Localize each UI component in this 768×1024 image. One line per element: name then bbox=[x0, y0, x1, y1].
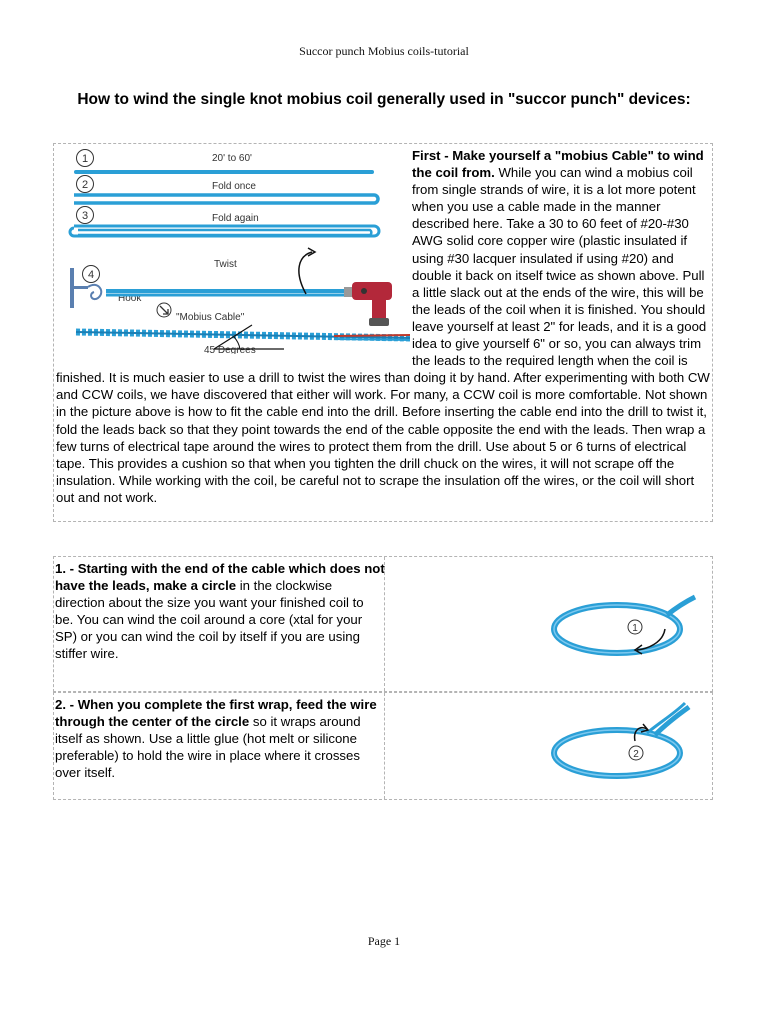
coil-loop-highlight bbox=[554, 605, 680, 653]
coil-first-wrap-svg bbox=[385, 557, 714, 691]
step-2-image bbox=[385, 693, 712, 799]
intro-section bbox=[53, 143, 713, 522]
page-number: Page 1 bbox=[367, 934, 401, 948]
intro-text-block bbox=[56, 147, 712, 506]
cable-length-wire bbox=[74, 170, 374, 174]
intro-body-text: While you can wind a mobius coil from single strands of wire, it is a lot more potent when you use a cable made in the manner described here. Take a 30 to 60 feet of #20-#30 AWG solid core copper wire (plastic insulated if using #30 lacquer insulated if using #20) and double it back on itself twice as shown above. Pull a little slack out at the ends of the wire, this will be the leads of the coil when it is finished. You should leave yourself at least 2" for leads, and it is a good idea to give yourself 6" or so, you can always trim the leads to the required length when the coil is finished. It is much easier to use a drill to twist the wires than doing it by hand. After experimenting with both CW and CCW coils, we have discovered that either will work. For many, a CCW coil is more comfortable. Not shown in the picture above is how to fit the cable end into the drill. Before inserting the cable end into the drill to twist it, fold the leads back so that they point towards the end of the cable opposite the end with the leads. Then wrap a few turns of electrical tape around the wires to protect them from the drill. Use about 5 or 6 turns of electrical tape. This provides a cushion so that when you tighten the drill chuck on the wires, it will not scrape off the insulation. While working with the coil, be careful not to scrape the insulation off the wires, or the coil will short out and not work. bbox=[56, 165, 710, 505]
coil-loop-2-highlight bbox=[554, 730, 680, 776]
step-1-heading: 1. - Starting with the end of the cable which does not have the leads, make a circle bbox=[55, 561, 385, 594]
fold-again-wire-inner bbox=[78, 230, 371, 235]
step-2-number: 2 bbox=[81, 179, 89, 191]
drill-icon bbox=[344, 282, 392, 326]
wall-bracket-arm bbox=[74, 286, 88, 289]
step-1-image bbox=[385, 557, 712, 691]
step-1-image-marker: 1 bbox=[632, 623, 638, 634]
angle-label: 45 Degrees bbox=[204, 345, 256, 354]
mobius-cable-label: "Mobius Cable" bbox=[176, 312, 245, 323]
step-2-text bbox=[55, 696, 385, 781]
twist-arrow-icon bbox=[299, 252, 312, 294]
step-3-number: 3 bbox=[81, 210, 89, 222]
cable-lead-1 bbox=[334, 335, 410, 336]
fold-once-wire bbox=[74, 195, 378, 203]
intro-lead-heading: First - Make yourself a "mobius Cable" to wind the coil from. bbox=[412, 148, 704, 181]
mobius-cable-diagram-svg bbox=[54, 144, 412, 354]
cable-lead-2 bbox=[334, 339, 410, 340]
step-2-label: Fold once bbox=[212, 181, 256, 192]
hook-label: Hook bbox=[118, 293, 142, 304]
step-2-image-marker: 2 bbox=[633, 749, 639, 760]
coil-feed-through-svg bbox=[385, 693, 714, 799]
feed-through-wire bbox=[655, 707, 689, 735]
step-1-text bbox=[55, 560, 385, 663]
step-2-heading: 2. - When you complete the first wrap, feed the wire through the center of the circle bbox=[55, 697, 377, 730]
step-1-row bbox=[53, 556, 713, 692]
step-2-body: so it wraps around itself as shown. Use a little glue (hot melt or silicone preferable) to hold the wire in place where it crosses over itself. bbox=[55, 714, 361, 781]
feed-through-wire-2 bbox=[647, 703, 685, 733]
step-1-label: 20' to 60' bbox=[212, 153, 252, 164]
wall-bracket bbox=[70, 268, 74, 308]
step-4-number: 4 bbox=[87, 269, 95, 281]
step-2-row bbox=[53, 692, 713, 800]
step-1-body: in the clockwise direction about the size you want your finished coil to be. You can wind the coil around a core (xtal for your SP) or you can wind the coil by itself if you are using stiffer wire. bbox=[55, 578, 364, 662]
step-1-number: 1 bbox=[81, 153, 89, 165]
coil-wire-end bbox=[667, 597, 695, 615]
page-title: How to wind the single knot mobius coil generally used in "succor punch" devices: bbox=[77, 91, 691, 108]
hook-icon bbox=[88, 285, 101, 299]
mobius-cable-diagram bbox=[54, 144, 412, 354]
step-3-label: Fold again bbox=[212, 213, 259, 224]
running-header: Succor punch Mobius coils-tutorial bbox=[299, 44, 469, 58]
step-4-label: Twist bbox=[214, 259, 237, 270]
